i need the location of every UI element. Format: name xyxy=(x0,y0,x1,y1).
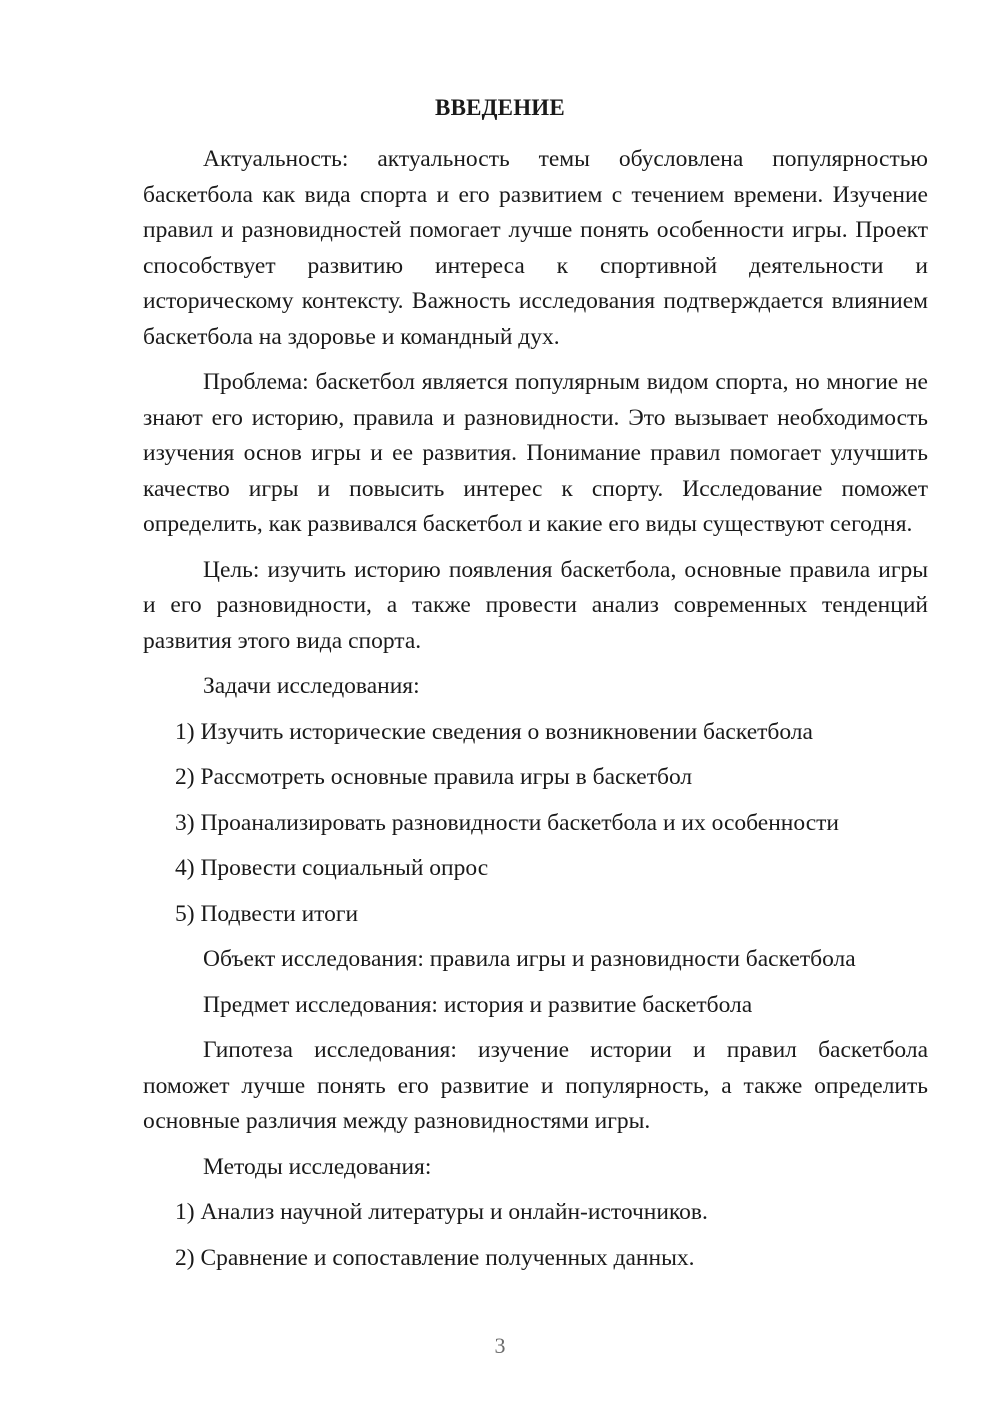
tasks-heading: Задачи исследования: xyxy=(203,673,420,699)
method-item: 1) Анализ научной литературы и онлайн-источников. xyxy=(175,1199,708,1225)
section-heading: ВВЕДЕНИЕ xyxy=(435,95,565,120)
page-number: 3 xyxy=(494,1333,506,1358)
task-item: 5) Подвести итоги xyxy=(175,900,359,927)
method-item: 2) Сравнение и сопоставление полученных данных. xyxy=(175,1244,695,1271)
body-text xyxy=(143,142,928,1286)
methods-heading: Методы исследования: xyxy=(203,1153,432,1180)
paragraph-subject: Предмет исследования: история и развитие баскетбола xyxy=(203,991,753,1018)
task-item: 2) Рассмотреть основные правила игры в баскетбол xyxy=(175,764,693,790)
paragraph-goal: Цель: изучить историю появления баскетбола, основные правила игры и его разновидности, а также провести анализ современных тенденций развития этого вида спорта. xyxy=(143,556,928,654)
task-item: 4) Провести социальный опрос xyxy=(175,855,489,881)
paragraph-hypothesis: Гипотеза исследования: изучение истории и правил баскетбола поможет лучше понять его развитие и популярность, а также определить основные различия между разновидностями игры. xyxy=(143,1037,928,1134)
paragraph-problem: Проблема: баскетбол является популярным видом спорта, но многие не знают его историю, правила и разновидности. Это вызывает необходимость изучения основ игры и ее развития. Понимание правил помогает улучшить качество игры и повысить интерес к спорту. Исследование поможет определить, как развивался баскетбол и какие его виды существуют сегодня. xyxy=(143,369,928,537)
task-item: 3) Проанализировать разновидности баскетбола и их особенности xyxy=(175,809,839,836)
task-item: 1) Изучить исторические сведения о возникновении баскетбола xyxy=(175,718,813,745)
paragraph-object: Объект исследования: правила игры и разновидности баскетбола xyxy=(203,946,856,972)
paragraph-relevance: Актуальность: актуальность темы обусловлена популярностью баскетбола как вида спорта и его развитием с течением времени. Изучение правил и разновидностей помогает лучше понять особенности игры. Проект способствует развитию интереса к спортивной деятельности и историческому контексту. Важность исследования подтверждается влиянием баскетбола на здоровье и командный дух. xyxy=(143,146,928,350)
